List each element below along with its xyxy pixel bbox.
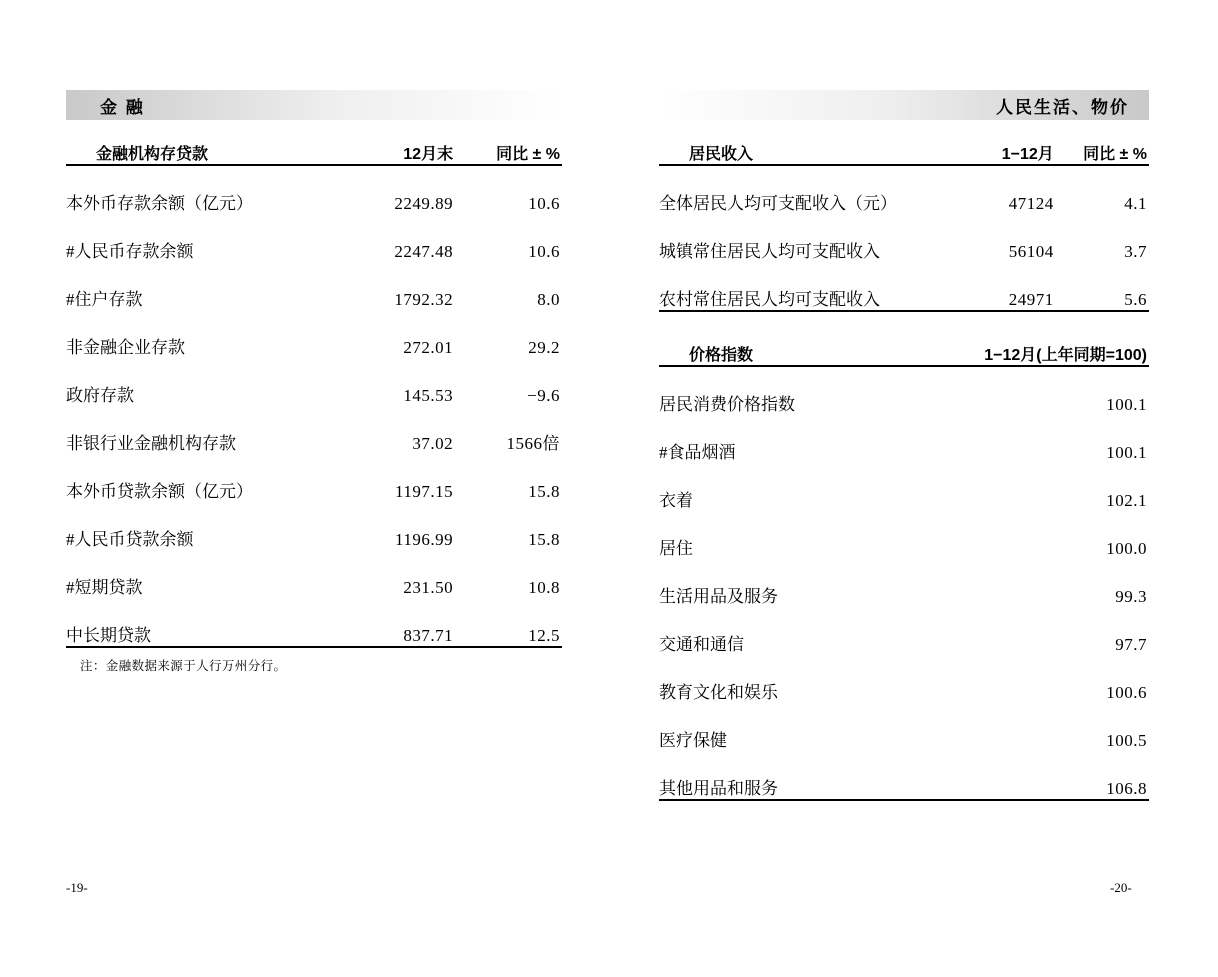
row-value: 1196.99	[394, 530, 454, 549]
row-change: 1566倍	[506, 434, 560, 453]
row-label: 城镇常住居民人均可支配收入	[659, 242, 880, 261]
row-value: 145.53	[403, 386, 454, 405]
table-row	[66, 502, 562, 550]
row-change: 5.6	[1060, 262, 1149, 311]
row-change: 15.8	[528, 482, 560, 501]
row-value: 1792.32	[394, 290, 454, 309]
row-change: 4.1	[1124, 194, 1147, 213]
row-change: 10.6	[528, 194, 560, 213]
row-label: #短期贷款	[66, 578, 143, 597]
finance-table-note: 注：金融数据来源于人行万州分行。	[80, 659, 287, 673]
income-table	[659, 141, 1149, 312]
table-row	[66, 406, 562, 454]
row-label: 本外币存款余额（亿元）	[66, 194, 253, 213]
section-banner-living	[659, 90, 1149, 120]
row-value: 97.7	[1115, 635, 1147, 654]
row-value: 2247.48	[394, 242, 454, 261]
right-page-column	[659, 90, 1149, 801]
row-value: 100.6	[1106, 683, 1147, 702]
income-table-header-row	[659, 141, 1149, 165]
table-row	[66, 214, 562, 262]
row-label: 全体居民人均可支配收入（元）	[659, 194, 897, 213]
table-row	[659, 214, 1149, 262]
row-label: 政府存款	[66, 386, 134, 405]
income-header-label: 居民收入	[659, 141, 981, 165]
row-label: 生活用品及服务	[659, 587, 778, 606]
table-row	[66, 165, 562, 214]
price-index-header-row	[659, 342, 1149, 366]
row-value: 47124	[1008, 194, 1054, 213]
row-label: 其他用品和服务	[659, 751, 881, 800]
table-row	[659, 751, 1149, 800]
row-value: 100.1	[1106, 395, 1147, 414]
row-value: 37.02	[412, 434, 454, 453]
page-number-right: -20-	[1110, 880, 1132, 895]
row-value: 99.3	[1115, 587, 1147, 606]
table-row	[659, 165, 1149, 214]
income-header-change: 同比 ± %	[1060, 141, 1149, 165]
table-row	[66, 550, 562, 598]
row-change: 10.8	[528, 578, 560, 597]
table-row	[66, 310, 562, 358]
row-label: 非金融企业存款	[66, 338, 185, 357]
price-index-header-period: 1−12月(上年同期=100)	[881, 342, 1149, 366]
table-row	[659, 655, 1149, 703]
row-label: 本外币贷款余额（亿元）	[66, 482, 253, 501]
table-row	[659, 703, 1149, 751]
table-row	[66, 358, 562, 406]
section-banner-living-title: 人民生活、物价	[996, 97, 1129, 117]
row-label: 非银行业金融机构存款	[66, 434, 236, 453]
row-change: 15.8	[528, 530, 560, 549]
row-label: #人民币存款余额	[66, 242, 194, 261]
row-value: 231.50	[403, 578, 454, 597]
row-label: 教育文化和娱乐	[659, 683, 778, 702]
table-row	[659, 262, 1149, 311]
row-change: 3.7	[1124, 242, 1147, 261]
row-label: 居住	[659, 539, 693, 558]
row-change: −9.6	[527, 386, 560, 405]
row-value: 100.0	[1106, 539, 1147, 558]
table-row	[659, 607, 1149, 655]
table-row	[66, 598, 562, 647]
row-value: 102.1	[1106, 491, 1147, 510]
table-row	[659, 511, 1149, 559]
section-banner-finance	[66, 90, 562, 120]
section-banner-finance-title: 金 融	[100, 97, 145, 117]
row-label: 衣着	[659, 491, 693, 510]
table-row	[66, 262, 562, 310]
row-value: 1197.15	[394, 482, 454, 501]
row-change: 8.0	[537, 290, 560, 309]
row-label: 农村常住居民人均可支配收入	[659, 262, 981, 311]
price-index-header-label: 价格指数	[659, 342, 881, 366]
row-value: 100.5	[1106, 731, 1147, 750]
row-label: #住户存款	[66, 290, 143, 309]
row-label: #人民币贷款余额	[66, 530, 194, 549]
table-row	[66, 454, 562, 502]
row-value: 837.71	[358, 598, 459, 647]
table-row	[659, 463, 1149, 511]
row-label: 居民消费价格指数	[659, 395, 795, 414]
row-value: 56104	[1008, 242, 1054, 261]
income-header-period: 1−12月	[981, 141, 1060, 165]
row-change: 12.5	[459, 598, 562, 647]
finance-table-header-row	[66, 141, 562, 165]
row-value: 106.8	[881, 751, 1149, 800]
table-row	[659, 415, 1149, 463]
row-label: 中长期贷款	[66, 598, 358, 647]
finance-header-change: 同比 ± %	[459, 141, 562, 165]
row-change: 10.6	[528, 242, 560, 261]
row-label: 医疗保健	[659, 731, 727, 750]
row-value: 2249.89	[394, 194, 454, 213]
row-value: 100.1	[1106, 443, 1147, 462]
row-label: 交通和通信	[659, 635, 744, 654]
price-index-table	[659, 342, 1149, 801]
finance-header-period: 12月末	[358, 141, 459, 165]
page-number-left: -19-	[66, 880, 88, 895]
finance-table	[66, 141, 562, 648]
row-value: 272.01	[403, 338, 454, 357]
row-label: #食品烟酒	[659, 443, 736, 462]
table-row	[659, 559, 1149, 607]
row-value: 24971	[981, 262, 1060, 311]
row-change: 29.2	[528, 338, 560, 357]
table-row	[659, 366, 1149, 415]
finance-header-label: 金融机构存贷款	[66, 141, 358, 165]
left-page-column	[66, 90, 562, 674]
